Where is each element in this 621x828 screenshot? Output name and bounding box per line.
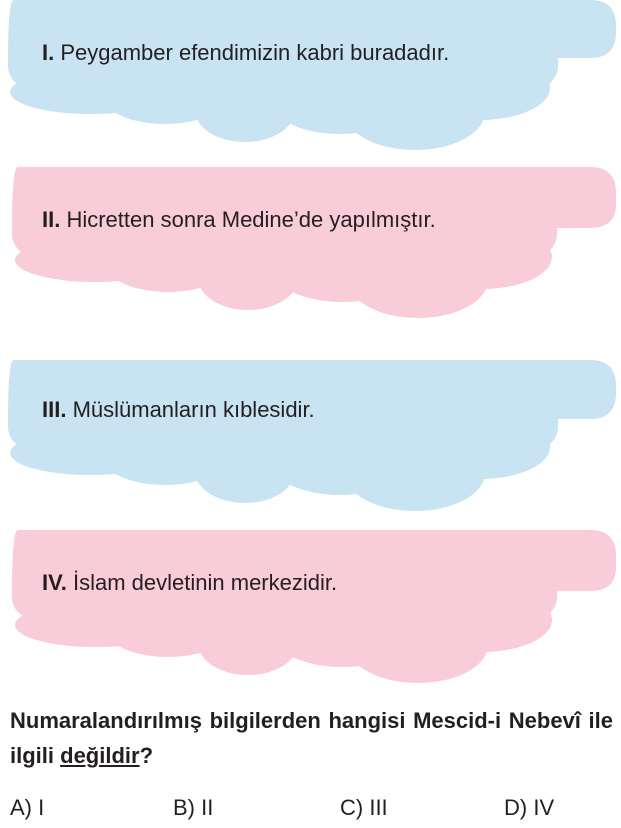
question-underlined: değildir [60,743,140,768]
statement-4 [42,570,337,596]
question-before: Numaralandırılmış bilgilerden hangisi Mescid-i Nebevî ile ilgili [10,708,613,768]
answer-options [10,795,613,825]
statement-cloud-2 [0,162,621,327]
cloud-shape-2 [0,162,621,327]
statement-text: Peygamber efendimizin kabri buradadır. [54,40,450,65]
option-c[interactable]: C) III [340,795,388,820]
statement-cloud-1 [0,0,621,165]
statement-cloud-3 [0,355,621,520]
question-after: ? [139,743,154,768]
statement-number: III. [42,397,67,422]
statement-cloud-4 [0,525,621,690]
cloud-shape-1 [0,0,621,165]
question-text [10,703,613,773]
statement-text: İslam devletinin merkezidir. [66,570,338,595]
option-d[interactable]: D) IV [504,795,555,820]
statement-2 [42,207,436,233]
statement-number: II. [42,207,61,232]
cloud-shape-3 [0,355,621,520]
statement-number: I. [42,40,55,65]
statement-number: IV. [42,570,67,595]
statement-text: Hicretten sonra Medine’de yapılmıştır. [60,207,436,232]
cloud-shape-4 [0,525,621,690]
statement-text: Müslümanların kıblesidir. [66,397,315,422]
option-a[interactable]: A) I [10,795,45,820]
statement-3 [42,397,315,423]
option-b[interactable]: B) II [173,795,214,820]
statement-1 [42,40,449,66]
